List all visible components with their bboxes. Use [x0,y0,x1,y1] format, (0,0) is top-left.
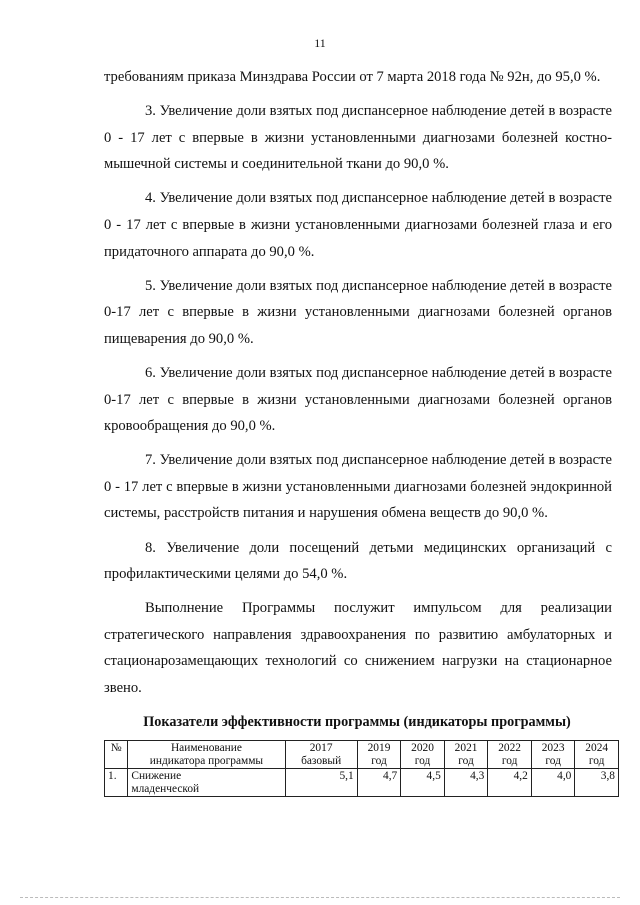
value-2020: 4,5 [401,769,445,797]
table-title: Показатели эффективности программы (индикаторы программы) [143,714,571,730]
paragraph: 8. Увеличение доли посещений детьми медицинских организаций с профилактическими целями до 54,0 %. [104,539,612,583]
paragraph: 7. Увеличение доли взятых под диспансерное наблюдение детей в возрасте 0 - 17 лет с впервые в жизни установленными диагнозами болезней эндокринной системы, расстройств питания и нарушения обмена веществ до 90,0 %. [104,452,612,522]
value-2022: 4,2 [488,769,532,797]
header-cell-number: № [105,741,128,769]
header-cell-2023: 2023 год [531,741,575,769]
header-cell-2019: 2019 год [357,741,401,769]
paragraph: 5. Увеличение доли взятых под диспансерное наблюдение детей в возрасте 0-17 лет с впервые в жизни установленными диагнозами болезней органов пищеварения до 90,0 %. [104,277,612,347]
header-cell-2021: 2021 год [444,741,488,769]
header-cell-2024: 2024 год [575,741,619,769]
paragraph: Выполнение Программы послужит импульсом для реализации стратегического направления здравоохранения по развитию амбулаторных и стационарозамещающих технологий со снижением нагрузки на стационарное звено. [104,600,612,696]
table-header-row [105,741,619,769]
value-2023: 4,0 [531,769,575,797]
value-2017: 5,1 [285,769,357,797]
body-text [104,64,612,709]
row-number: 1. [105,769,128,797]
indicator-name: Снижение младенческой [128,769,285,797]
value-2019: 4,7 [357,769,401,797]
paragraph: требованиям приказа Минздрава России от 7 марта 2018 года № 92н, до 95,0 %. [104,69,601,85]
paragraph: 6. Увеличение доли взятых под диспансерное наблюдение детей в возрасте 0-17 лет с впервые в жизни установленными диагнозами болезней органов кровообращения до 90,0 %. [104,364,612,435]
header-cell-name: Наименование индикатора программы [128,741,285,769]
paragraph: 3. Увеличение доли взятых под диспансерное наблюдение детей в возрасте 0 - 17 лет с впервые в жизни установленными диагнозами болезней костно-мышечной системы и соединительной ткани до 90,0 %. [104,103,612,173]
page-number: 11 [314,36,326,50]
indicators-table [104,740,619,797]
table-row [105,769,619,797]
page-bottom-edge [20,897,620,899]
value-2021: 4,3 [444,769,488,797]
header-cell-2020: 2020 год [401,741,445,769]
header-cell-2022: 2022 год [488,741,532,769]
value-2024: 3,8 [575,769,619,797]
header-cell-2017: 2017 базовый [285,741,357,769]
paragraph: 4. Увеличение доли взятых под диспансерное наблюдение детей в возрасте 0 - 17 лет с впервые в жизни установленными диагнозами болезней глаза и его придаточного аппарата до 90,0 %. [104,190,612,260]
